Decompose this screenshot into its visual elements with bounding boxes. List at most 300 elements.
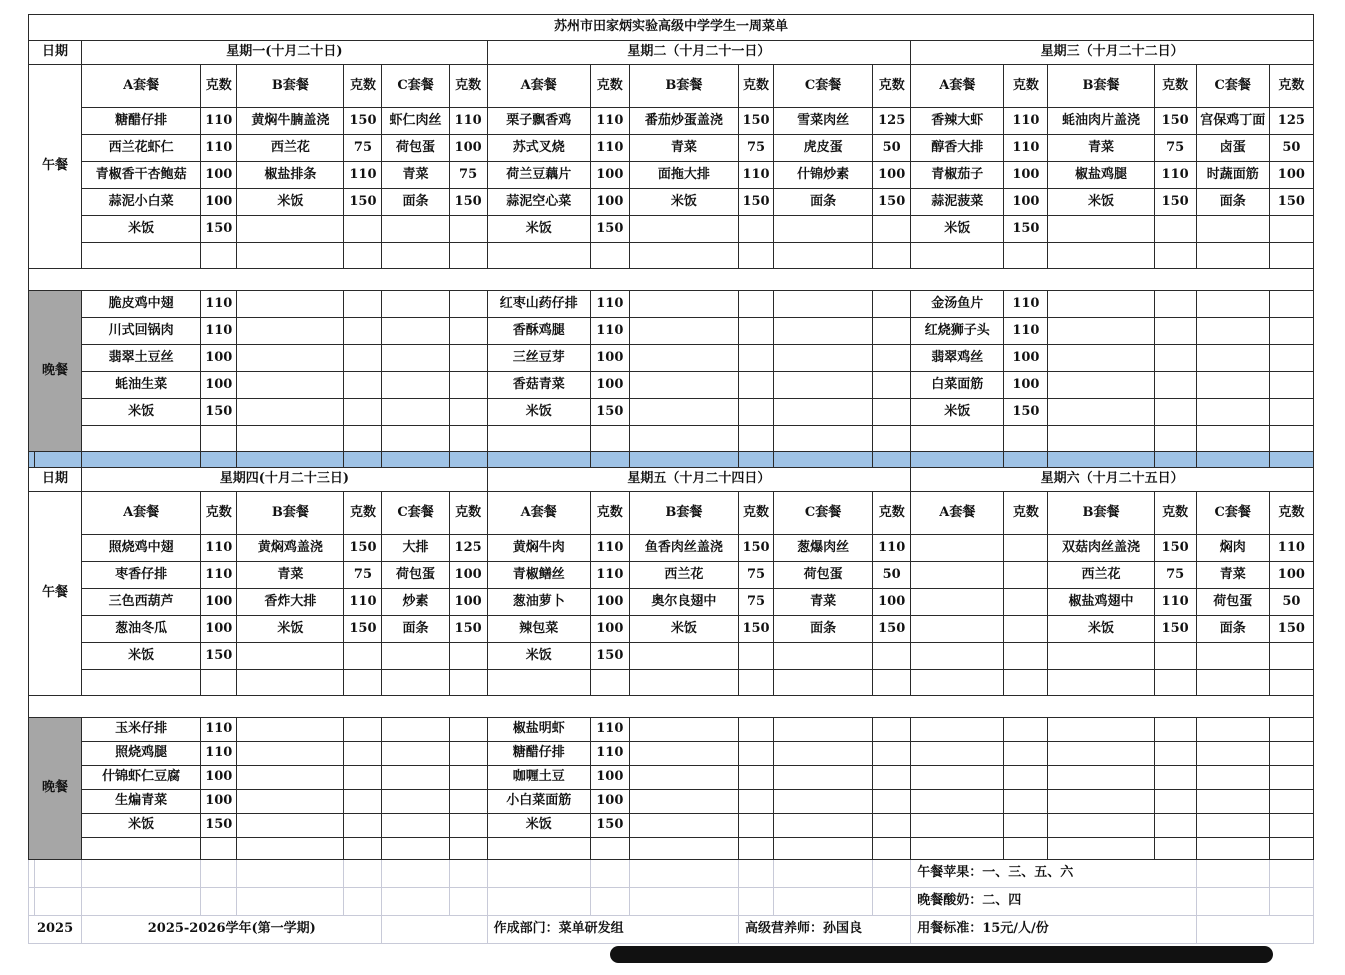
empty-cell (629, 766, 738, 790)
dish-name: 三丝豆芽 (487, 345, 590, 372)
empty-cell (1048, 670, 1154, 696)
set-header: B套餐 (1048, 65, 1154, 108)
gram-header: 克数 (590, 492, 629, 535)
empty-cell (344, 426, 382, 452)
dish-name: 荷兰豆藕片 (487, 162, 590, 189)
dish-grams: 100 (1004, 345, 1048, 372)
empty-cell (774, 372, 873, 399)
dish-name: 米饭 (487, 216, 590, 243)
empty-cell (873, 860, 911, 888)
dish-name: 面条 (774, 616, 873, 643)
dish-name: 三色西葫芦 (82, 589, 201, 616)
set-header: A套餐 (82, 492, 201, 535)
empty-cell (629, 860, 738, 888)
empty-cell (1196, 860, 1269, 888)
gram-header: 克数 (344, 65, 382, 108)
empty-cell (82, 838, 201, 860)
dinner-label: 晚餐 (29, 291, 82, 452)
empty-cell (873, 888, 911, 916)
empty-cell (344, 742, 382, 766)
dish-grams: 50 (1269, 589, 1313, 616)
empty-cell (590, 670, 629, 696)
dish-name: 生煸青菜 (82, 790, 201, 814)
empty-cell (738, 888, 773, 916)
dish-grams: 110 (590, 108, 629, 135)
dish-name: 黄焖鸡盖浇 (237, 535, 344, 562)
dish-grams (1004, 616, 1048, 643)
empty-cell (1004, 426, 1048, 452)
dish-name: 栗子飘香鸡 (487, 108, 590, 135)
empty-cell (1196, 426, 1269, 452)
weekly-menu-table (28, 14, 1314, 944)
empty-cell (629, 345, 738, 372)
empty-cell (487, 888, 590, 916)
dish-grams: 150 (344, 535, 382, 562)
empty-cell (237, 790, 344, 814)
empty-cell (344, 670, 382, 696)
dish-grams: 110 (201, 318, 237, 345)
empty-cell (1269, 790, 1313, 814)
empty-cell (911, 426, 1004, 452)
dish-grams (1004, 562, 1048, 589)
gram-header: 克数 (449, 492, 487, 535)
empty-cell (738, 814, 773, 838)
empty-cell (1269, 838, 1313, 860)
empty-cell (449, 838, 487, 860)
set-header: A套餐 (82, 65, 201, 108)
empty-cell (774, 670, 873, 696)
dish-name (1196, 216, 1269, 243)
dish-name (911, 616, 1004, 643)
separator-cell (590, 452, 629, 468)
empty-cell (237, 670, 344, 696)
dish-grams: 110 (201, 742, 237, 766)
dish-grams (1004, 814, 1048, 838)
empty-cell (1154, 718, 1196, 742)
empty-cell (201, 860, 237, 888)
empty-cell (774, 426, 873, 452)
empty-cell (1196, 790, 1269, 814)
dish-grams: 110 (590, 535, 629, 562)
empty-cell (449, 372, 487, 399)
empty-cell (774, 860, 873, 888)
empty-cell (1269, 372, 1313, 399)
empty-cell (237, 399, 344, 426)
separator-cell (1196, 452, 1269, 468)
dish-name: 脆皮鸡中翅 (82, 291, 201, 318)
dish-name: 葱爆肉丝 (774, 535, 873, 562)
empty-cell (382, 291, 449, 318)
empty-cell (1269, 814, 1313, 838)
dish-grams: 150 (738, 108, 773, 135)
dish-name: 什锦炒素 (774, 162, 873, 189)
empty-cell (344, 814, 382, 838)
dish-grams: 150 (590, 814, 629, 838)
empty-cell (449, 790, 487, 814)
dish-grams: 100 (1269, 162, 1313, 189)
dish-grams (1004, 790, 1048, 814)
dish-grams: 125 (873, 108, 911, 135)
dish-name: 青椒香干杏鲍菇 (82, 162, 201, 189)
empty-cell (1048, 372, 1154, 399)
dish-name: 青菜 (237, 562, 344, 589)
dish-grams: 100 (1004, 189, 1048, 216)
separator-cell (237, 452, 344, 468)
empty-cell (237, 766, 344, 790)
separator-cell (82, 452, 201, 468)
dish-grams: 150 (738, 616, 773, 643)
empty-cell (449, 814, 487, 838)
empty-cell (1048, 790, 1154, 814)
dish-name: 米饭 (82, 643, 201, 670)
dish-name: 青椒茄子 (911, 162, 1004, 189)
dish-name: 荷包蛋 (774, 562, 873, 589)
empty-cell (449, 860, 487, 888)
dish-name (774, 643, 873, 670)
empty-cell (1154, 243, 1196, 269)
set-header: B套餐 (237, 492, 344, 535)
dish-name: 青菜 (1196, 562, 1269, 589)
dish-name (911, 562, 1004, 589)
dish-grams (1004, 589, 1048, 616)
empty-cell (382, 426, 449, 452)
dish-name: 米饭 (629, 189, 738, 216)
dish-grams: 100 (590, 790, 629, 814)
dish-grams: 100 (449, 562, 487, 589)
dish-grams (1004, 535, 1048, 562)
dish-grams: 150 (1154, 535, 1196, 562)
dish-name (1196, 643, 1269, 670)
dish-grams: 110 (201, 718, 237, 742)
dish-name: 面条 (382, 616, 449, 643)
gram-header: 克数 (201, 492, 237, 535)
dish-grams: 125 (1269, 108, 1313, 135)
empty-cell (1154, 814, 1196, 838)
dish-grams: 150 (1154, 189, 1196, 216)
empty-cell (1154, 670, 1196, 696)
dish-grams: 50 (873, 562, 911, 589)
empty-cell (873, 742, 911, 766)
empty-cell (382, 670, 449, 696)
dish-name: 虎皮蛋 (774, 135, 873, 162)
dish-grams: 110 (449, 108, 487, 135)
set-header: B套餐 (237, 65, 344, 108)
dish-grams (1269, 643, 1313, 670)
footer-department: 作成部门：菜单研发组 (487, 916, 738, 944)
empty-cell (1048, 291, 1154, 318)
dish-name: 红烧狮子头 (911, 318, 1004, 345)
dish-grams: 100 (449, 589, 487, 616)
dish-grams: 110 (590, 318, 629, 345)
dish-name: 翡翠鸡丝 (911, 345, 1004, 372)
empty-cell (237, 860, 344, 888)
dish-grams: 100 (201, 589, 237, 616)
dish-name: 香酥鸡腿 (487, 318, 590, 345)
dish-name: 焖肉 (1196, 535, 1269, 562)
dish-grams: 100 (201, 372, 237, 399)
set-header: A套餐 (911, 492, 1004, 535)
empty-cell (35, 888, 82, 916)
empty-cell (201, 670, 237, 696)
empty-cell (237, 372, 344, 399)
dish-name: 红枣山药仔排 (487, 291, 590, 318)
empty-cell (1154, 790, 1196, 814)
dish-name: 米饭 (487, 643, 590, 670)
separator-cell (1048, 452, 1154, 468)
dish-grams: 110 (590, 718, 629, 742)
dish-name: 米饭 (82, 399, 201, 426)
empty-cell (1196, 345, 1269, 372)
dish-name (911, 766, 1004, 790)
lunch-label: 午餐 (29, 492, 82, 696)
dish-grams: 75 (1154, 135, 1196, 162)
dish-name: 醇香大排 (911, 135, 1004, 162)
dish-grams (449, 216, 487, 243)
empty-cell (629, 243, 738, 269)
empty-cell (1004, 670, 1048, 696)
dish-name: 双菇肉丝盖浇 (1048, 535, 1154, 562)
set-header: A套餐 (487, 492, 590, 535)
gram-header: 克数 (344, 492, 382, 535)
horizontal-scrollbar[interactable] (610, 946, 1273, 963)
empty-cell (629, 742, 738, 766)
empty-cell (344, 766, 382, 790)
gram-header: 克数 (738, 65, 773, 108)
dish-name: 葱油冬瓜 (82, 616, 201, 643)
dish-grams: 75 (738, 589, 773, 616)
empty-cell (873, 670, 911, 696)
dish-grams (738, 216, 773, 243)
dish-grams: 100 (590, 345, 629, 372)
empty-cell (449, 243, 487, 269)
empty-cell (1196, 814, 1269, 838)
empty-cell (738, 291, 773, 318)
empty-cell (774, 399, 873, 426)
empty-cell (1269, 766, 1313, 790)
dish-name: 时蔬面筋 (1196, 162, 1269, 189)
empty-cell (873, 243, 911, 269)
dish-name: 米饭 (82, 814, 201, 838)
dish-name: 蒜泥小白菜 (82, 189, 201, 216)
empty-cell (1048, 718, 1154, 742)
dish-name: 黄焖牛肉 (487, 535, 590, 562)
empty-cell (382, 838, 449, 860)
dish-name: 枣香仔排 (82, 562, 201, 589)
empty-cell (237, 318, 344, 345)
dish-grams: 100 (590, 372, 629, 399)
set-header: C套餐 (1196, 65, 1269, 108)
dish-name: 椒盐明虾 (487, 718, 590, 742)
empty-cell (1048, 345, 1154, 372)
dish-name (382, 216, 449, 243)
empty-cell (1269, 860, 1313, 888)
dish-grams: 110 (201, 562, 237, 589)
empty-cell (629, 814, 738, 838)
gram-header: 克数 (1269, 65, 1313, 108)
empty-cell (774, 888, 873, 916)
empty-cell (738, 766, 773, 790)
empty-cell (1196, 888, 1269, 916)
empty-cell (774, 790, 873, 814)
dish-name: 蒜泥空心菜 (487, 189, 590, 216)
empty-cell (382, 888, 449, 916)
dish-name: 米饭 (487, 814, 590, 838)
separator-cell (629, 452, 738, 468)
dish-name: 葱油萝卜 (487, 589, 590, 616)
dish-grams: 100 (201, 189, 237, 216)
set-header: B套餐 (1048, 492, 1154, 535)
dish-name (629, 643, 738, 670)
dish-grams: 150 (344, 108, 382, 135)
dish-grams (873, 216, 911, 243)
dish-name: 西兰花 (629, 562, 738, 589)
empty-cell (449, 399, 487, 426)
dinner-label: 晚餐 (29, 718, 82, 860)
dish-name: 翡翠土豆丝 (82, 345, 201, 372)
dish-grams: 110 (873, 535, 911, 562)
empty-cell (237, 838, 344, 860)
dish-grams: 110 (201, 108, 237, 135)
empty-cell (487, 860, 590, 888)
empty-cell (382, 345, 449, 372)
empty-cell (873, 291, 911, 318)
dish-grams: 110 (590, 562, 629, 589)
dish-grams: 110 (1269, 535, 1313, 562)
empty-cell (873, 766, 911, 790)
empty-cell (201, 243, 237, 269)
empty-cell (344, 718, 382, 742)
lunch-label: 午餐 (29, 65, 82, 269)
dish-name: 青菜 (774, 589, 873, 616)
empty-cell (237, 718, 344, 742)
footer-nutritionist: 高级营养师：孙国良 (738, 916, 910, 944)
dish-grams: 110 (201, 135, 237, 162)
dish-name: 糖醋仔排 (487, 742, 590, 766)
set-header: C套餐 (1196, 492, 1269, 535)
dish-name: 青菜 (1048, 135, 1154, 162)
set-header: C套餐 (774, 492, 873, 535)
gram-header: 克数 (1004, 65, 1048, 108)
empty-cell (1196, 291, 1269, 318)
menu-sheet (28, 14, 1314, 944)
dish-grams (1004, 643, 1048, 670)
separator-cell (382, 452, 449, 468)
empty-cell (738, 345, 773, 372)
dish-name: 照烧鸡中翅 (82, 535, 201, 562)
empty-cell (449, 742, 487, 766)
gram-header: 克数 (873, 65, 911, 108)
empty-cell (237, 243, 344, 269)
empty-cell (774, 766, 873, 790)
empty-cell (382, 814, 449, 838)
dish-name: 糖醋仔排 (82, 108, 201, 135)
dish-grams: 100 (1004, 162, 1048, 189)
day-header: 星期五（十月二十四日） (487, 468, 911, 492)
dish-name: 雪菜肉丝 (774, 108, 873, 135)
dish-name: 米饭 (487, 399, 590, 426)
set-header: A套餐 (487, 65, 590, 108)
empty-cell (449, 318, 487, 345)
empty-cell (237, 291, 344, 318)
empty-cell (344, 318, 382, 345)
dish-name: 鱼香肉丝盖浇 (629, 535, 738, 562)
dish-name: 米饭 (82, 216, 201, 243)
dish-grams: 75 (344, 562, 382, 589)
empty-cell (237, 742, 344, 766)
dish-grams: 110 (590, 291, 629, 318)
empty-cell (1196, 838, 1269, 860)
empty-cell (774, 718, 873, 742)
dish-name: 虾仁肉丝 (382, 108, 449, 135)
empty-cell (738, 243, 773, 269)
empty-cell (873, 790, 911, 814)
empty-cell (1048, 838, 1154, 860)
empty-cell (738, 670, 773, 696)
empty-cell (1154, 742, 1196, 766)
empty-cell (201, 426, 237, 452)
dish-grams: 150 (1154, 616, 1196, 643)
dish-grams (738, 643, 773, 670)
empty-cell (82, 888, 201, 916)
dish-grams: 110 (590, 742, 629, 766)
empty-cell (629, 372, 738, 399)
empty-cell (237, 426, 344, 452)
empty-cell (738, 790, 773, 814)
dish-grams: 110 (344, 162, 382, 189)
footer-standard: 用餐标准：15元/人/份 (911, 916, 1196, 944)
empty-cell (1154, 345, 1196, 372)
separator-cell (344, 452, 382, 468)
empty-cell (449, 670, 487, 696)
dish-name: 炒素 (382, 589, 449, 616)
empty-cell (449, 345, 487, 372)
separator-cell (449, 452, 487, 468)
dish-grams: 100 (201, 616, 237, 643)
dish-name: 蒜泥菠菜 (911, 189, 1004, 216)
gram-header: 克数 (1269, 492, 1313, 535)
empty-cell (590, 860, 629, 888)
empty-cell (738, 372, 773, 399)
dish-grams: 100 (1004, 372, 1048, 399)
empty-cell (590, 243, 629, 269)
dish-name (237, 643, 344, 670)
dish-name: 米饭 (237, 189, 344, 216)
empty-cell (1196, 742, 1269, 766)
dish-grams: 110 (738, 162, 773, 189)
dish-name: 面拖大排 (629, 162, 738, 189)
dish-name (911, 814, 1004, 838)
dish-grams: 110 (1154, 589, 1196, 616)
empty-cell (1269, 742, 1313, 766)
dish-grams: 75 (1154, 562, 1196, 589)
empty-cell (873, 838, 911, 860)
separator-cell (738, 452, 773, 468)
dish-name: 香辣大虾 (911, 108, 1004, 135)
dish-grams: 100 (590, 616, 629, 643)
dish-name: 青菜 (629, 135, 738, 162)
set-header: B套餐 (629, 492, 738, 535)
dish-grams (344, 643, 382, 670)
empty-cell (382, 860, 449, 888)
dish-name: 白菜面筋 (911, 372, 1004, 399)
empty-cell (382, 318, 449, 345)
separator-cell (1004, 452, 1048, 468)
menu-title: 苏州市田家炳实验高级中学学生一周菜单 (29, 15, 1314, 41)
dish-name: 椒盐排条 (237, 162, 344, 189)
dish-grams: 150 (1269, 616, 1313, 643)
empty-cell (449, 888, 487, 916)
dish-name: 荷包蛋 (1196, 589, 1269, 616)
